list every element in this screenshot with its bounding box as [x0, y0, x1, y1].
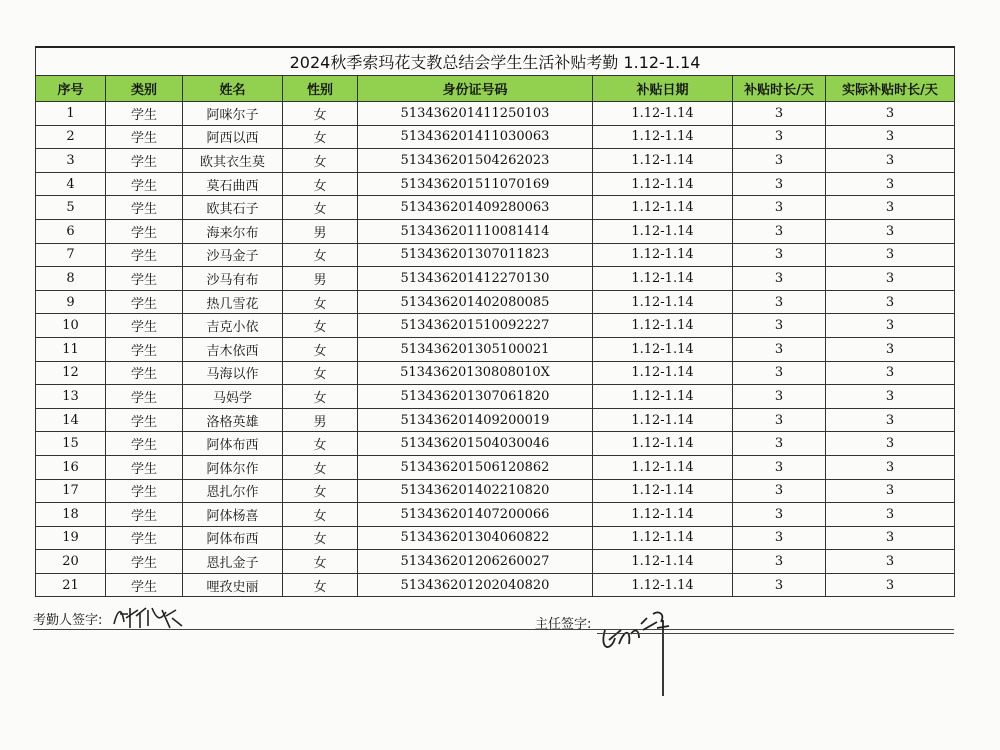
table-cell: 19 [36, 526, 106, 550]
table-cell: 3 [826, 503, 955, 527]
table-cell: 学生 [106, 455, 183, 479]
table-cell: 欧其衣生莫 [183, 149, 283, 173]
table-cell: 1.12-1.14 [593, 408, 733, 432]
table-cell: 女 [283, 550, 358, 574]
column-header: 性别 [283, 76, 358, 102]
table-row [36, 290, 955, 314]
table-cell: 女 [283, 102, 358, 126]
attendance-signer-label: 考勤人签字: [33, 613, 103, 628]
table-cell: 1.12-1.14 [593, 102, 733, 126]
table-cell: 男 [283, 219, 358, 243]
table-cell: 洛格英雄 [183, 408, 283, 432]
table-cell: 1.12-1.14 [593, 550, 733, 574]
table-cell: 513436201504030046 [358, 432, 593, 456]
table-cell: 女 [283, 455, 358, 479]
table-cell: 女 [283, 196, 358, 220]
column-header: 实际补贴时长/天 [826, 76, 955, 102]
table-cell: 513436201307011823 [358, 243, 593, 267]
table-row [36, 267, 955, 291]
table-cell: 3 [733, 361, 826, 385]
table-cell: 21 [36, 573, 106, 597]
table-cell: 欧其石子 [183, 196, 283, 220]
column-header: 姓名 [183, 76, 283, 102]
table-cell: 学生 [106, 408, 183, 432]
table-cell: 14 [36, 408, 106, 432]
table-cell: 1.12-1.14 [593, 314, 733, 338]
table-cell: 女 [283, 479, 358, 503]
table-cell: 513436201304060822 [358, 526, 593, 550]
table-cell: 8 [36, 267, 106, 291]
table-cell: 20 [36, 550, 106, 574]
table-cell: 513436201510092227 [358, 314, 593, 338]
table-row [36, 125, 955, 149]
table-cell: 2 [36, 125, 106, 149]
table-cell: 3 [826, 337, 955, 361]
table-cell: 513436201504262023 [358, 149, 593, 173]
table-cell: 3 [733, 526, 826, 550]
table-cell: 女 [283, 314, 358, 338]
table-cell: 马海以作 [183, 361, 283, 385]
table-cell: 5 [36, 196, 106, 220]
table-cell: 女 [283, 172, 358, 196]
table-cell: 阿体杨喜 [183, 503, 283, 527]
table-cell: 学生 [106, 479, 183, 503]
footer-line [33, 629, 954, 630]
table-cell: 3 [826, 526, 955, 550]
table-cell: 吉克小依 [183, 314, 283, 338]
table-cell: 学生 [106, 125, 183, 149]
table-cell: 3 [733, 408, 826, 432]
table-cell: 阿西以西 [183, 125, 283, 149]
table-cell: 513436201409200019 [358, 408, 593, 432]
table-cell: 学生 [106, 361, 183, 385]
table-cell: 马妈学 [183, 385, 283, 409]
table-cell: 学生 [106, 432, 183, 456]
table-cell: 513436201412270130 [358, 267, 593, 291]
table-cell: 恩扎金子 [183, 550, 283, 574]
table-cell: 阿咪尔子 [183, 102, 283, 126]
table-cell: 1.12-1.14 [593, 267, 733, 291]
sheet-title: 2024秋季索玛花支教总结会学生生活补贴考勤 1.12-1.14 [36, 47, 955, 76]
table-row [36, 149, 955, 173]
table-cell: 热几雪花 [183, 290, 283, 314]
table-cell: 学生 [106, 267, 183, 291]
table-cell: 1 [36, 102, 106, 126]
table-cell: 513436201206260027 [358, 550, 593, 574]
table-row [36, 455, 955, 479]
table-cell: 1.12-1.14 [593, 432, 733, 456]
table-cell: 1.12-1.14 [593, 196, 733, 220]
table-cell: 12 [36, 361, 106, 385]
table-cell: 3 [826, 314, 955, 338]
table-cell: 阿体尔作 [183, 455, 283, 479]
table-cell: 女 [283, 526, 358, 550]
table-cell: 3 [733, 337, 826, 361]
table-cell: 1.12-1.14 [593, 149, 733, 173]
table-cell: 3 [826, 196, 955, 220]
director-sign-line [597, 633, 954, 634]
table-cell: 3 [733, 385, 826, 409]
table-cell: 513436201511070169 [358, 172, 593, 196]
table-cell: 10 [36, 314, 106, 338]
table-cell: 女 [283, 149, 358, 173]
column-header: 补贴时长/天 [733, 76, 826, 102]
table-cell: 1.12-1.14 [593, 385, 733, 409]
table-cell: 3 [733, 102, 826, 126]
table-cell: 3 [826, 455, 955, 479]
table-cell: 3 [733, 290, 826, 314]
table-cell: 学生 [106, 290, 183, 314]
table-cell: 3 [826, 149, 955, 173]
table-cell: 学生 [106, 526, 183, 550]
table-cell: 3 [733, 455, 826, 479]
table-cell: 阿体布西 [183, 432, 283, 456]
table-cell: 女 [283, 290, 358, 314]
table-cell: 吉木依西 [183, 337, 283, 361]
table-cell: 女 [283, 503, 358, 527]
table-cell: 513436201409280063 [358, 196, 593, 220]
table-cell: 学生 [106, 243, 183, 267]
table-cell: 3 [826, 243, 955, 267]
table-cell: 1.12-1.14 [593, 526, 733, 550]
table-cell: 学生 [106, 550, 183, 574]
table-cell: 恩扎尔作 [183, 479, 283, 503]
table-row [36, 503, 955, 527]
table-cell: 女 [283, 243, 358, 267]
table-cell: 3 [826, 361, 955, 385]
table-cell: 男 [283, 267, 358, 291]
table-row [36, 196, 955, 220]
director-signer-label: 主任签字: [535, 617, 592, 632]
table-row [36, 314, 955, 338]
table-cell: 513436201202040820 [358, 573, 593, 597]
table-row [36, 432, 955, 456]
table-cell: 女 [283, 125, 358, 149]
table-cell: 3 [733, 550, 826, 574]
table-row [36, 573, 955, 597]
table-cell: 3 [733, 149, 826, 173]
table-row [36, 385, 955, 409]
table-cell: 3 [733, 573, 826, 597]
table-cell: 51343620130808010X [358, 361, 593, 385]
table-cell: 女 [283, 385, 358, 409]
table-row [36, 172, 955, 196]
table-cell: 6 [36, 219, 106, 243]
table-cell: 哩孜史丽 [183, 573, 283, 597]
table-cell: 3 [36, 149, 106, 173]
table-cell: 1.12-1.14 [593, 573, 733, 597]
table-cell: 3 [826, 125, 955, 149]
table-cell: 3 [733, 196, 826, 220]
table-cell: 1.12-1.14 [593, 290, 733, 314]
table-cell: 1.12-1.14 [593, 172, 733, 196]
table-cell: 513436201506120862 [358, 455, 593, 479]
table-cell: 1.12-1.14 [593, 337, 733, 361]
table-cell: 1.12-1.14 [593, 219, 733, 243]
table-cell: 4 [36, 172, 106, 196]
table-cell: 1.12-1.14 [593, 503, 733, 527]
table-row [36, 243, 955, 267]
table-cell: 3 [826, 385, 955, 409]
table-cell: 3 [733, 479, 826, 503]
table-cell: 3 [733, 503, 826, 527]
table-cell: 学生 [106, 337, 183, 361]
attendance-sheet [35, 46, 954, 597]
table-cell: 1.12-1.14 [593, 125, 733, 149]
attendance-table [35, 46, 955, 597]
table-cell: 3 [733, 125, 826, 149]
table-row [36, 102, 955, 126]
table-cell: 阿体布西 [183, 526, 283, 550]
table-cell: 513436201305100021 [358, 337, 593, 361]
table-cell: 女 [283, 361, 358, 385]
table-cell: 513436201110081414 [358, 219, 593, 243]
table-cell: 男 [283, 408, 358, 432]
table-body [36, 102, 955, 597]
table-cell: 513436201411030063 [358, 125, 593, 149]
table-cell: 学生 [106, 385, 183, 409]
table-row [36, 479, 955, 503]
table-cell: 513436201402080085 [358, 290, 593, 314]
table-cell: 3 [826, 172, 955, 196]
table-cell: 513436201407200066 [358, 503, 593, 527]
table-cell: 1.12-1.14 [593, 361, 733, 385]
table-cell: 学生 [106, 219, 183, 243]
table-cell: 15 [36, 432, 106, 456]
table-cell: 女 [283, 432, 358, 456]
table-cell: 1.12-1.14 [593, 455, 733, 479]
table-cell: 3 [826, 219, 955, 243]
table-cell: 学生 [106, 196, 183, 220]
table-row [36, 361, 955, 385]
table-cell: 18 [36, 503, 106, 527]
table-cell: 女 [283, 573, 358, 597]
table-cell: 513436201402210820 [358, 479, 593, 503]
table-cell: 16 [36, 455, 106, 479]
table-cell: 7 [36, 243, 106, 267]
table-cell: 3 [826, 290, 955, 314]
table-cell: 3 [733, 243, 826, 267]
table-cell: 3 [826, 267, 955, 291]
table-row [36, 526, 955, 550]
table-cell: 3 [826, 102, 955, 126]
table-cell: 学生 [106, 314, 183, 338]
table-cell: 学生 [106, 149, 183, 173]
table-cell: 3 [826, 550, 955, 574]
column-header: 类别 [106, 76, 183, 102]
table-cell: 海来尔布 [183, 219, 283, 243]
table-cell: 3 [733, 432, 826, 456]
table-cell: 学生 [106, 503, 183, 527]
table-cell: 13 [36, 385, 106, 409]
table-cell: 1.12-1.14 [593, 479, 733, 503]
table-cell: 513436201307061820 [358, 385, 593, 409]
table-cell: 3 [733, 267, 826, 291]
table-row [36, 408, 955, 432]
table-cell: 3 [826, 573, 955, 597]
table-row [36, 219, 955, 243]
table-cell: 513436201411250103 [358, 102, 593, 126]
header-row [36, 76, 955, 102]
table-cell: 沙马有布 [183, 267, 283, 291]
table-cell: 3 [826, 432, 955, 456]
table-cell: 3 [733, 172, 826, 196]
table-row [36, 337, 955, 361]
table-cell: 沙马金子 [183, 243, 283, 267]
column-header: 身份证号码 [358, 76, 593, 102]
table-cell: 3 [826, 408, 955, 432]
table-cell: 11 [36, 337, 106, 361]
table-cell: 莫石曲西 [183, 172, 283, 196]
table-cell: 女 [283, 337, 358, 361]
table-cell: 17 [36, 479, 106, 503]
table-cell: 1.12-1.14 [593, 243, 733, 267]
column-header: 补贴日期 [593, 76, 733, 102]
table-cell: 3 [826, 479, 955, 503]
table-cell: 3 [733, 314, 826, 338]
table-cell: 3 [733, 219, 826, 243]
table-cell: 学生 [106, 573, 183, 597]
table-cell: 学生 [106, 172, 183, 196]
table-cell: 9 [36, 290, 106, 314]
table-row [36, 550, 955, 574]
table-cell: 学生 [106, 102, 183, 126]
column-header: 序号 [36, 76, 106, 102]
director-signature [595, 600, 695, 700]
